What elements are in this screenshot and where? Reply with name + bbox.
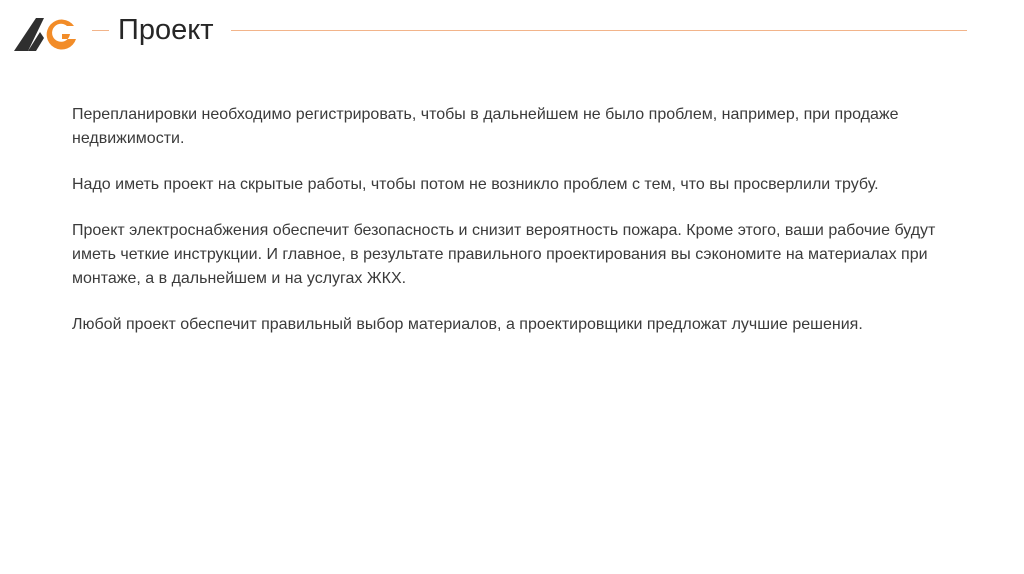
header-accent-line-right xyxy=(231,30,967,31)
paragraph-materials: Любой проект обеспечит правильный выбор материалов, а проектировщики предложат лучшие решения. xyxy=(72,316,863,333)
paragraph-power-supply: Проект электроснабжения обеспечит безопасность и снизит вероятность пожара. Кроме этого, ваши рабочие будут иметь четкие инструкции. И главное, в результате правильного проектирования вы сэкономите на материалах при монтаже, а в дальнейшем и на услугах ЖКХ. xyxy=(72,222,936,287)
header-accent-line-left xyxy=(92,30,109,31)
content-body xyxy=(72,103,972,359)
paragraph-redevelopment: Перепланировки необходимо регистрировать, чтобы в дальнейшем не было проблем, например, при продаже недвижимости. xyxy=(72,106,899,147)
ag-logo-icon xyxy=(14,12,80,54)
paragraph-hidden-works: Надо иметь проект на скрытые работы, чтобы потом не возникло проблем с тем, что вы просверлили трубу. xyxy=(72,176,879,193)
page-title: Проект xyxy=(118,14,214,46)
